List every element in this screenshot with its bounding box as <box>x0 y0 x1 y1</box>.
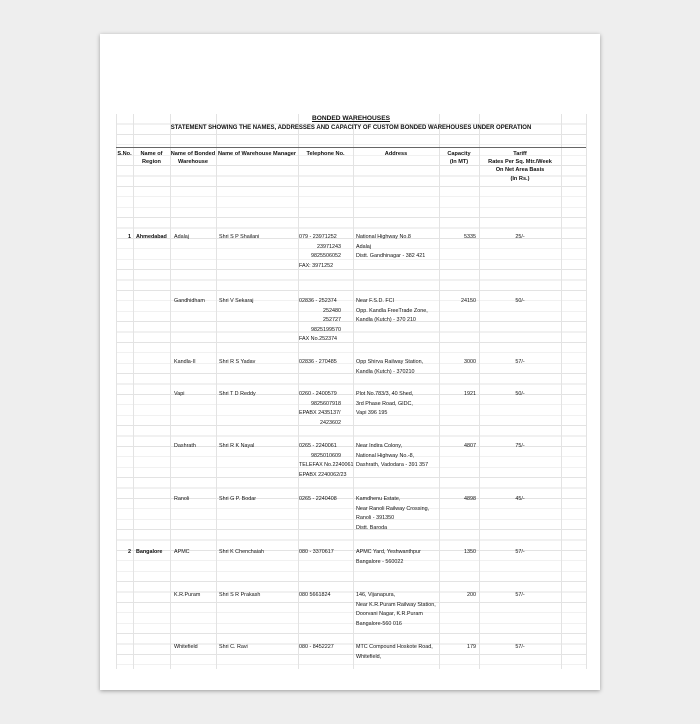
document-title: BONDED WAREHOUSES <box>311 115 391 122</box>
cell-address-line: Distt. Baroda <box>356 524 388 531</box>
cell-warehouse: APMC <box>174 549 190 555</box>
cell-sno: 1 <box>128 234 131 240</box>
cell-capacity: 4807 <box>464 443 476 449</box>
cell-telephone-line: 9825199570 <box>311 326 341 333</box>
cell-manager: Shri R S Yadav <box>219 359 256 365</box>
cell-tariff: 57/- <box>515 549 525 555</box>
cell-capacity: 179 <box>467 644 476 650</box>
cell-manager: Shri T D Reddy <box>219 391 256 397</box>
cell-address-line: Near F.S.D. FCI <box>356 298 395 304</box>
cell-address-line: Ranoli - 391350 <box>356 515 395 522</box>
cell-region: Ahmedabad <box>136 234 167 240</box>
cell-telephone-line: 0265 - 2240408 <box>299 496 337 502</box>
cell-telephone <box>299 643 353 653</box>
cell-address-line: National Highway No.-8, <box>356 452 415 459</box>
cell-telephone-line: 9825607918 <box>311 400 341 407</box>
cell-telephone-line: EPABX 2240062/23 <box>299 471 347 478</box>
cell-telephone-line: 02836 - 252374 <box>299 298 337 304</box>
cell-telephone <box>299 495 353 505</box>
cell-tariff: 57/- <box>515 644 525 650</box>
cell-address-line: Whitefield, <box>356 653 382 660</box>
cell-telephone <box>299 390 353 428</box>
cell-address-line: MTC Compound Hoskote Road, <box>356 644 433 650</box>
cell-manager: Shri G P. Bodar <box>219 496 257 502</box>
cell-telephone <box>299 442 353 480</box>
cell-address <box>356 358 439 377</box>
cell-tariff: 57/- <box>515 592 525 598</box>
cell-warehouse: Dashrath <box>174 443 196 449</box>
cell-capacity: 3000 <box>464 359 476 365</box>
cell-address-line: Bangalore - 560022 <box>356 558 404 565</box>
cell-telephone-line: 252480 <box>323 307 341 314</box>
col-header-address: Address <box>384 151 408 157</box>
col-header-manager: Name of Warehouse Manager <box>217 151 297 157</box>
cell-region: Bangalore <box>136 549 163 555</box>
col-header-region: Name of Region <box>140 151 163 166</box>
cell-capacity: 200 <box>467 592 476 598</box>
cell-sno: 2 <box>128 549 131 555</box>
cell-telephone-line: FAX: 3971252 <box>299 262 334 269</box>
cell-telephone-line: TELEFAX No.2240061 <box>299 462 354 469</box>
cell-warehouse: Kandla-II <box>174 359 196 365</box>
cell-telephone-line: 0265 - 2240061 <box>299 443 337 449</box>
cell-telephone <box>299 233 353 271</box>
cell-tariff: 75/- <box>515 443 525 449</box>
col-header-warehouse: Name of Bonded Warehouse <box>170 151 216 166</box>
col-header-sno: S.No. <box>117 151 132 157</box>
cell-warehouse: Gandhidham <box>174 298 205 304</box>
cell-telephone-line: 2423602 <box>320 419 341 426</box>
cell-address-line: National Highway No.8 <box>356 234 411 240</box>
cell-address-line: Kandla (Kutch) - 370210 <box>356 368 415 375</box>
cell-telephone-line: 02836 - 270485 <box>299 359 337 365</box>
cell-manager: Shri C. Ravi <box>219 644 248 650</box>
cell-warehouse: K.R.Puram <box>174 592 201 598</box>
cell-address <box>356 643 439 662</box>
cell-address-line: APMC Yard, Yeshwanthpur <box>356 549 421 555</box>
cell-address-line: Kamdhenu Estate, <box>356 496 401 502</box>
cell-address <box>356 495 439 533</box>
cell-address-line: Dashrath, Vadodara - 391 357 <box>356 462 429 469</box>
col-header-tariff: Tariff Rates Per Sq. Mtr./Week On Net Area Basis (In Rs.) <box>488 151 552 182</box>
cell-telephone-line: 0260 - 2400579 <box>299 391 337 397</box>
cell-telephone-line: 9825010609 <box>311 452 341 459</box>
header-rule-top <box>116 147 586 148</box>
cell-telephone-line: 080 - 8452227 <box>299 644 334 650</box>
cell-warehouse: Adalaj <box>174 234 189 240</box>
cell-address-line: Opp. Kandla FreeTrade Zone, <box>356 307 428 314</box>
cell-capacity: 1350 <box>464 549 476 555</box>
cell-address-line: Opp Shirva Railway Station, <box>356 359 424 365</box>
cell-address-line: 146, Vijanapura, <box>356 592 396 598</box>
cell-address-line: 3rd Phase Road, GIDC, <box>356 400 413 407</box>
cell-telephone <box>299 591 353 601</box>
cell-address-line: Distt. Gandhinagar - 382 421 <box>356 253 426 260</box>
cell-manager: Shri R K Nayal <box>219 443 255 449</box>
cell-address-line: Adalaj <box>356 243 371 250</box>
cell-address-line: Near K.R.Puram Railway Station, <box>356 601 436 608</box>
cell-warehouse: Vapi <box>174 391 185 397</box>
cell-tariff: 50/- <box>515 298 525 304</box>
cell-address-line: Near Ranoli Railway Crossing, <box>356 505 430 512</box>
spreadsheet <box>116 114 586 669</box>
cell-address <box>356 233 439 262</box>
cell-address <box>356 548 439 567</box>
cell-address <box>356 591 439 629</box>
cell-manager: Shri S P Shailani <box>219 234 260 240</box>
cell-telephone-line: 080 - 3370617 <box>299 549 334 555</box>
cell-telephone-line: 080 5661824 <box>299 592 331 598</box>
cell-telephone-line: 079 - 23971252 <box>299 234 337 240</box>
cell-telephone-line: 252727 <box>323 317 341 324</box>
cell-manager: Shri K Chenchaiah <box>219 549 264 555</box>
document-subtitle: STATEMENT SHOWING THE NAMES, ADDRESSES AND CAPACITY OF CUSTOM BONDED WAREHOUSES UNDER OPERATION <box>170 125 532 131</box>
cell-capacity: 24150 <box>461 298 476 304</box>
cell-address <box>356 390 439 419</box>
cell-address-line: Kandla (Kutch) - 370 210 <box>356 317 416 324</box>
cell-capacity: 5335 <box>464 234 476 240</box>
cell-address-line: Doorvani Nagar, K.R.Puram <box>356 611 423 618</box>
cell-capacity: 4898 <box>464 496 476 502</box>
cell-tariff: 25/- <box>515 234 525 240</box>
cell-address-line: Vapi 396 195 <box>356 410 388 417</box>
cell-telephone <box>299 297 353 345</box>
cell-address <box>356 442 439 471</box>
cell-tariff: 45/- <box>515 496 525 502</box>
cell-tariff: 57/- <box>515 359 525 365</box>
cell-capacity: 1921 <box>464 391 476 397</box>
col-header-capacity: Capacity (In MT) <box>447 151 471 166</box>
col-header-telephone: Telephone No. <box>306 151 345 157</box>
cell-manager: Shri V Sekaraj <box>219 298 254 304</box>
cell-warehouse: Ranoli <box>174 496 190 502</box>
cell-manager: Shri S R Prakash <box>219 592 261 598</box>
cell-warehouse: Whitefield <box>174 644 198 650</box>
cell-telephone <box>299 358 353 368</box>
cell-tariff: 50/- <box>515 391 525 397</box>
document-page <box>100 34 600 690</box>
cell-telephone-line: EPABX 2435137/ <box>299 410 341 417</box>
cell-telephone <box>299 548 353 558</box>
cell-address <box>356 297 439 326</box>
cell-telephone-line: 23971243 <box>317 243 341 250</box>
cell-address-line: Near Indira Colony, <box>356 443 403 449</box>
cell-address-line: Bangalore-560 016 <box>356 620 402 627</box>
cell-address-line: Plot No.783/3, 40 Shed, <box>356 391 414 397</box>
cell-telephone-line: FAX No.252374 <box>299 336 338 343</box>
cell-telephone-line: 9825506052 <box>311 253 341 260</box>
